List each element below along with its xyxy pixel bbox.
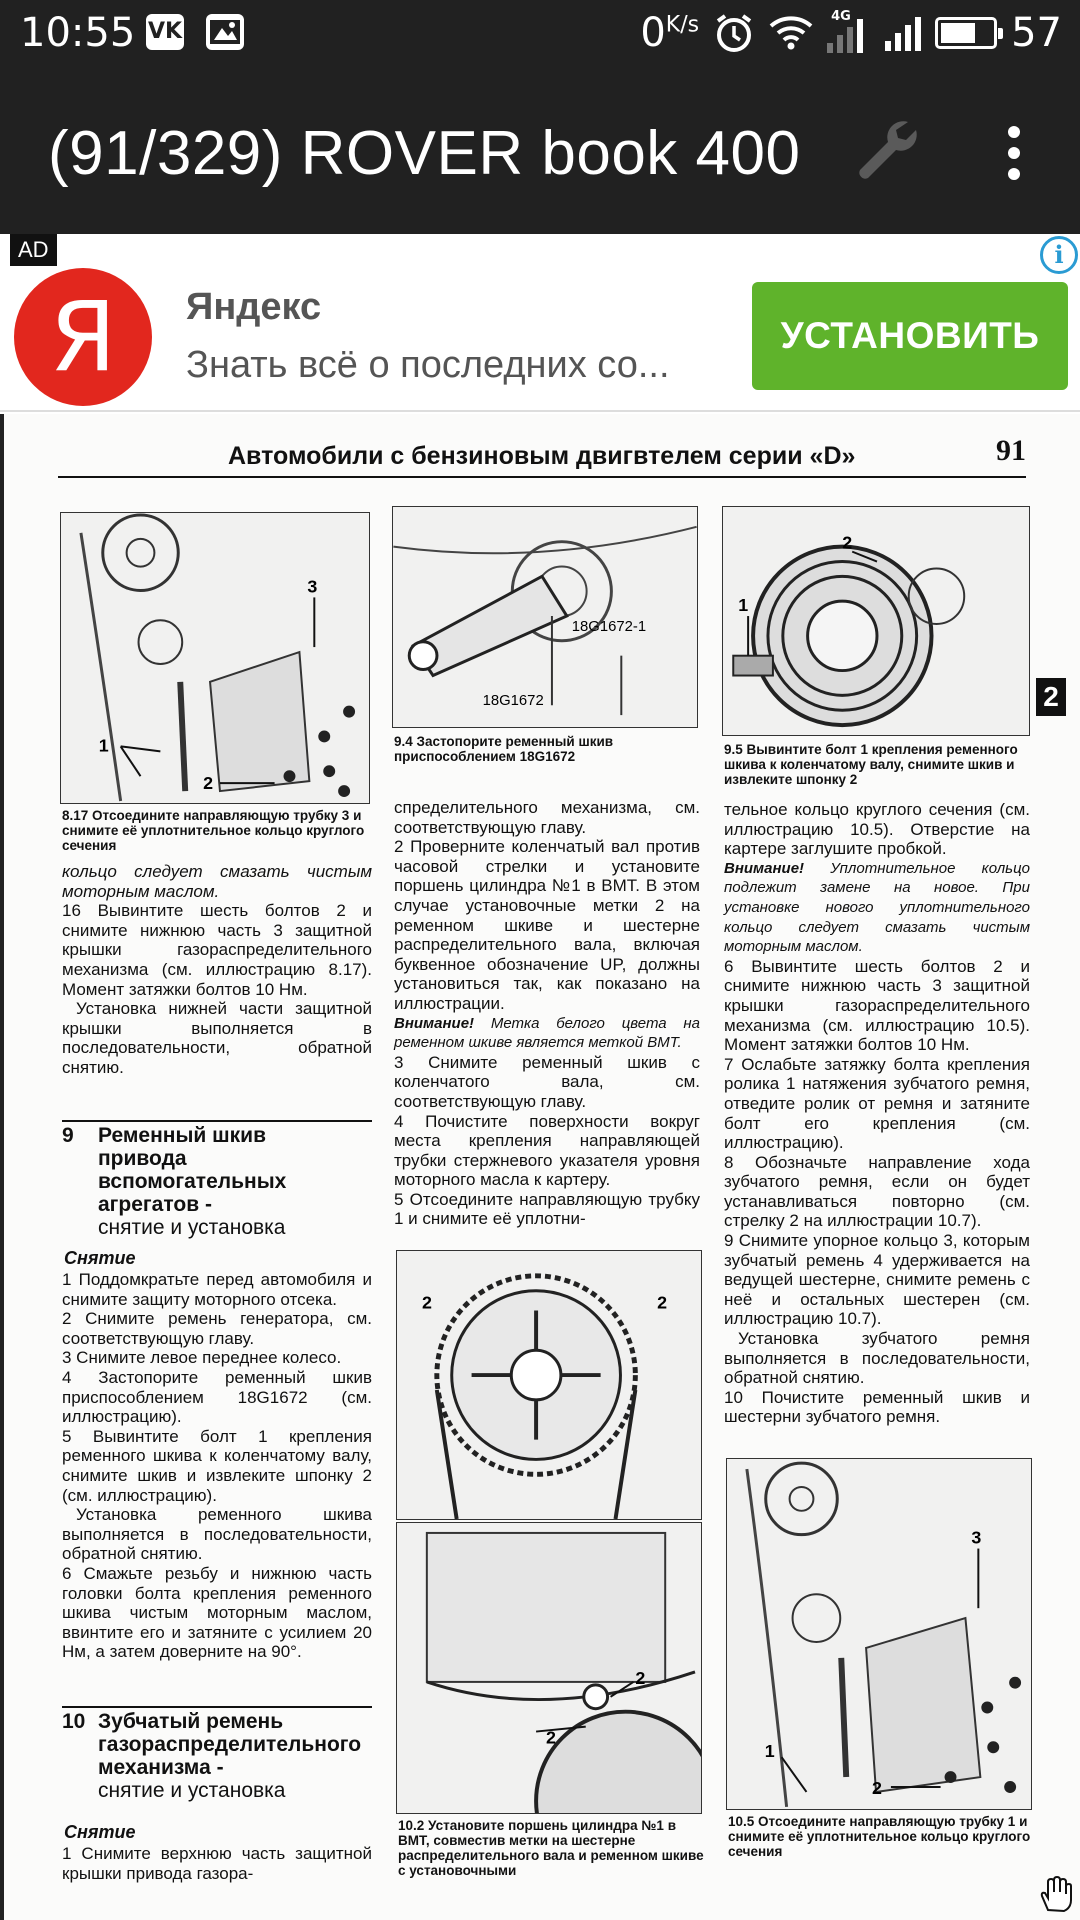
figure-10-2-top bbox=[396, 1250, 702, 1520]
battery-level: 57 bbox=[1011, 10, 1062, 56]
ad-tag: AD bbox=[10, 234, 57, 266]
ad-description[interactable]: Знать всё о последних со... bbox=[186, 344, 670, 386]
fig95-label-1: 1 bbox=[738, 595, 749, 616]
document-title: (91/329) ROVER book 400 bbox=[48, 119, 801, 188]
fig105-label-2: 2 bbox=[872, 1777, 882, 1798]
fig95-label-2: 2 bbox=[842, 532, 853, 553]
vk-icon: VK bbox=[146, 14, 184, 50]
section-9-heading: 9 Ременный шкив привода вспомогательных агрегатов - снятие и установка bbox=[62, 1120, 372, 1246]
yandex-logo[interactable]: Я bbox=[14, 268, 152, 406]
fig817-label-1: 1 bbox=[98, 735, 109, 756]
battery-icon bbox=[935, 17, 997, 49]
figure-9-4 bbox=[392, 506, 698, 728]
wrench-icon[interactable] bbox=[846, 112, 926, 192]
page-header-title: Автомобили с бензиновым двигвтелем серии «D» bbox=[228, 442, 856, 470]
chapter-tab: 2 bbox=[1036, 678, 1066, 716]
ad-title[interactable]: Яндекс bbox=[186, 286, 322, 328]
col2-text: спределительного механизма, см. соответствующую главу. 2 Проверните коленчатый вал против часовой стрелки и установите поршень цилиндра №1 в ВМТ. В этом случае установочные метки 2 на ременном шкиве и шестерне распределительного вала, включая буквенное обозначение UP, должны установиться так, как показано на иллюстрации. Внимание! Метка белого цвета на ременном шкиве является меткой ВМТ. 3 Снимите ременный шкив с коленчатого вала, см. соответствующую главу. 4 Почистите поверхности вокруг места крепления направляющей трубки стержневого указателя уровня моторного масла к картеру. 5 Отсоедините направляющую трубку 1 и снимите её уплотни- bbox=[394, 798, 700, 1229]
ad-banner[interactable] bbox=[0, 234, 1080, 412]
section-10-heading: 10 Зубчатый ремень газораспределительного механизма - снятие и установка bbox=[62, 1706, 372, 1816]
col1-text-middle: 1 Поддомкратьте перед автомобиля и снимите защиту моторного отсека. 2 Снимите ремень генератора, см. соответствующую главу. 3 Снимите левое переднее колесо. 4 Застопорите ременный шкив приспособлением 18G1672 (см. иллюстрацию). 5 Вывинтите болт 1 крепления ременного шкива к коленчатому валу, снимите шкив и извлеките шпонку 2 (см. иллюстрацию). Установка ременного шкива выполняется в последовательности, обратной снятию. 6 Смажьте резьбу и нижнюю часть головки болта крепления ременного шкива чистым моторным маслом, ввинтите его и затяните с усилием 20 Нм, а затем доверните на 90°. bbox=[62, 1270, 372, 1662]
caption-10-5: 10.5 Отсоедините направляющую трубку 1 и снимите её уплотнительное кольцо круглого сечения bbox=[728, 1814, 1031, 1859]
document-page[interactable] bbox=[0, 414, 1080, 1920]
fig102a-label-left: 2 bbox=[421, 1292, 432, 1313]
signal-4g-icon: 4G bbox=[827, 13, 871, 53]
fig817-label-3: 3 bbox=[307, 576, 318, 597]
figure-10-2-bottom bbox=[396, 1522, 702, 1814]
status-time: 10:55 bbox=[20, 10, 136, 56]
wifi-icon bbox=[769, 15, 813, 51]
alarm-icon bbox=[713, 12, 755, 54]
fig105-label-3: 3 bbox=[971, 1527, 982, 1548]
caption-8-17: 8.17 Отсоедините направляющую трубку 3 и снимите её уплотнительное кольцо круглого сечения bbox=[62, 808, 365, 853]
signal-icon bbox=[885, 15, 921, 51]
col1-text-top: кольцо следует смазать чистым моторным маслом. 16 Вывинтите шесть болтов 2 и снимите нижнюю часть 3 защитной крышки газораспределительного механизма (см. иллюстрацию 8.17). Момент затяжки болтов 10 Нм. Установка нижней части защитной крышки выполняется в последовательности, обратной снятию. bbox=[62, 862, 372, 1077]
caption-9-4: 9.4 Застопорите ременный шкив приспособлением 18G1672 bbox=[394, 734, 614, 764]
status-bar bbox=[0, 0, 1080, 66]
image-icon bbox=[206, 14, 244, 50]
hand-icon[interactable] bbox=[1036, 1874, 1076, 1914]
figure-9-5 bbox=[722, 506, 1030, 736]
fig102b-label-1: 2 bbox=[635, 1667, 646, 1688]
more-vert-icon[interactable] bbox=[996, 120, 1032, 186]
page-number: 91 bbox=[996, 434, 1026, 467]
fig102b-label-2: 2 bbox=[546, 1727, 556, 1748]
caption-10-2: 10.2 Установите поршень цилиндра №1 в ВМТ, совместив метки на шестерне распределительного вала и ременном шкиве с установочными bbox=[398, 1818, 704, 1878]
caption-9-5: 9.5 Вывинтите болт 1 крепления ременного шкива к коленчатому валу, снимите шкив и извлеките шпонку 2 bbox=[724, 742, 1018, 787]
ad-info-icon[interactable]: i bbox=[1040, 236, 1078, 274]
col1-text-bottom: 1 Снимите верхнюю часть защитной крышки привода газора- bbox=[62, 1844, 372, 1883]
fig94-label-2: 18G1672 bbox=[482, 693, 544, 710]
removal-subheading-1: Снятие bbox=[64, 1248, 136, 1268]
app-bar bbox=[0, 66, 1080, 234]
col3-text: тельное кольцо круглого сечения (см. иллюстрацию 10.5). Отверстие на картере заглушите пробкой. Внимание! Уплотнительное кольцо подлежит замене на новое. При установке нового уплотнительного кольцо следует смазать чистым моторным маслом. 6 Вывинтите шесть болтов 2 и снимите нижнюю часть 3 защитной крышки газораспределительного механизма (см. иллюстрацию 10.5). Момент затяжки болтов 10 Нм. 7 Ослабьте затяжку болта крепления ролика 1 натяжения зубчатого ремня, отведите ролик от ремня и затяните болт его крепления (см. иллюстрацию). 8 Обозначьте направление хода зубчатого ремня, если он будет устанавливаться повторно (см. стрелку 2 на иллюстрации 10.7). 9 Снимите упорное кольцо 3, которым зубчатый ремень 4 удерживается на ведущей шестерне, снимите ремень с неё и остальных шестерен (см. иллюстрацию 10.7). Установка зубчатого ремня выполняется в последовательности, обратной снятию. 10 Почистите ременный шкив и шестерни зубчатого ремня. bbox=[724, 800, 1030, 1427]
install-button[interactable]: УСТАНОВИТЬ bbox=[752, 282, 1068, 390]
network-speed: $0^{K/s}$ bbox=[640, 10, 700, 56]
fig94-label-1: 18G1672-1 bbox=[571, 618, 647, 635]
fig102a-label-right: 2 bbox=[657, 1292, 668, 1313]
fig817-label-2: 2 bbox=[203, 773, 214, 794]
status-right bbox=[640, 8, 1062, 58]
page-header bbox=[58, 434, 1026, 478]
removal-subheading-2: Снятие bbox=[64, 1822, 136, 1842]
figure-8-17 bbox=[60, 512, 370, 804]
fig105-label-1: 1 bbox=[764, 1741, 775, 1762]
figure-10-5 bbox=[726, 1458, 1032, 1810]
